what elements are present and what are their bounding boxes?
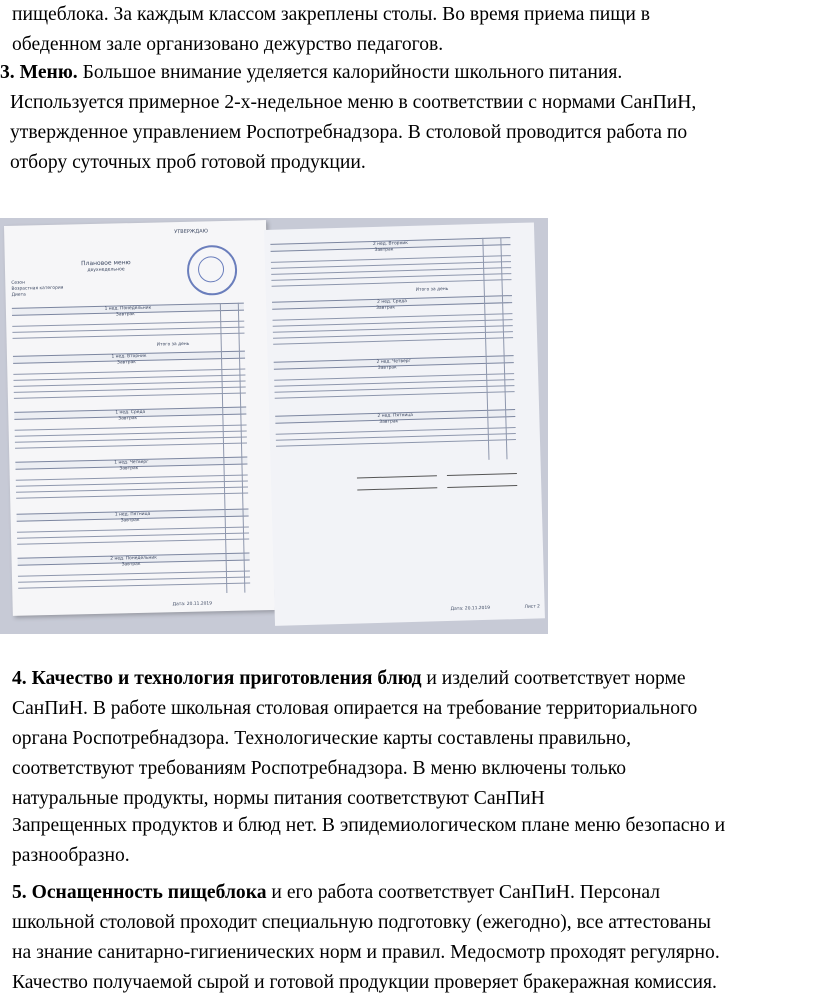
sheet-title: Плановое меню — [80, 259, 131, 268]
menu-section-header: 2 нед. Четверг — [274, 355, 514, 370]
text-line: натуральные продукты, нормы питания соответствуют СанПиН — [12, 788, 545, 809]
menu-section-header: 1 нед. Пятница — [17, 509, 249, 522]
text-line: разнообразно. — [12, 845, 130, 866]
sheet-date: Дата: 20.11.2019 — [172, 601, 213, 608]
text-line: 3. Меню. Большое внимание уделяется калорийности школьного питания. — [0, 62, 623, 83]
text-line: Запрещенных продуктов и блюд нет. В эпидемиологическом плане меню безопасно и — [12, 815, 726, 836]
menu-section-header: 2 нед. Пятница — [275, 409, 515, 424]
text-line: отбору суточных проб готовой продукции. — [10, 152, 366, 173]
text-line: органа Роспотребнадзора. Технологические карты составлены правильно, — [12, 728, 631, 749]
paragraph-safety — [12, 811, 812, 871]
menu-section-header: 1 нед. Вторник — [13, 351, 245, 364]
menu-section-header: 2 нед. Понедельник — [18, 553, 250, 566]
text-line: утвержденное управлением Роспотребнадзора. В столовой проводится работа по — [10, 122, 688, 143]
menu-photo — [0, 218, 548, 634]
section-heading-equipment: 5. Оснащенность пищеблока — [12, 882, 267, 903]
menu-section-header: 2 нед. Среда — [272, 295, 512, 310]
text-line: Качество получаемой сырой и готовой продукции проверяет бракеражная комиссия. — [12, 972, 717, 993]
text-line: соответствуют требованиям Роспотребнадзора. В меню включены только — [12, 758, 627, 779]
approval-label: УТВЕРЖДАЮ — [174, 228, 209, 236]
sheet-date: Дата: 20.11.2019 — [450, 605, 491, 612]
paragraph-quality — [12, 664, 812, 814]
paragraph-equipment — [12, 878, 812, 998]
text-line: пищеблока. За каждым классом закреплены столы. Во время приема пищи в — [12, 4, 651, 25]
section-heading-menu: 3. Меню. — [0, 62, 78, 83]
sheet-page-number: Лист 2 — [524, 604, 541, 610]
text-line: 4. Качество и технология приготовления блюд и изделий соответствует норме — [12, 668, 686, 689]
text-line: 5. Оснащенность пищеблока и его работа соответствует СанПиН. Персонал — [12, 882, 661, 903]
paragraph-menu — [0, 58, 810, 178]
menu-section-header: 1 нед. Понедельник — [12, 303, 244, 316]
text-line: Используется примерное 2-х-недельное меню в соответствии с нормами СанПиН, — [10, 92, 697, 113]
menu-section-header: 1 нед. Четверг — [15, 457, 247, 470]
menu-section-header: 1 нед. Среда — [14, 407, 246, 420]
menu-section-header: 2 нед. Вторник — [270, 237, 510, 252]
sheet-subtitle: двухнедельное — [87, 267, 125, 274]
menu-sheet-left: УТВЕРЖДАЮ Плановое меню двухнедельное Сезон Возрастная категория Диета 1 нед. Понедельник Завтрак Итого за день 1 нед. Вторник Завтрак 1 нед. Среда Завтрак 1 нед. Четверг Завтрак 1 нед. Пятница Завтрак 2 нед. Понедельник Завтрак Дата: 20.11.2019 — [4, 220, 275, 616]
text-line: СанПиН. В работе школьная столовая опирается на требование территориального — [12, 698, 698, 719]
paragraph-cafeteria — [12, 0, 812, 60]
text-line: на знание санитарно-гигиенических норм и правил. Медосмотр проходят регулярно. — [12, 942, 720, 963]
text-line: школьной столовой проходит специальную подготовку (ежегодно), все аттестованы — [12, 912, 711, 933]
text-line: обеденном зале организовано дежурство педагогов. — [12, 34, 444, 55]
section-heading-quality: 4. Качество и технология приготовления блюд — [12, 668, 422, 689]
menu-sheet-right: 2 нед. Вторник Завтрак Итого за день 2 нед. Среда Завтрак 2 нед. Четверг Завтрак 2 нед. Пятница Завтрак Дата: 20.11.2019 Лист 2 — [264, 222, 545, 625]
